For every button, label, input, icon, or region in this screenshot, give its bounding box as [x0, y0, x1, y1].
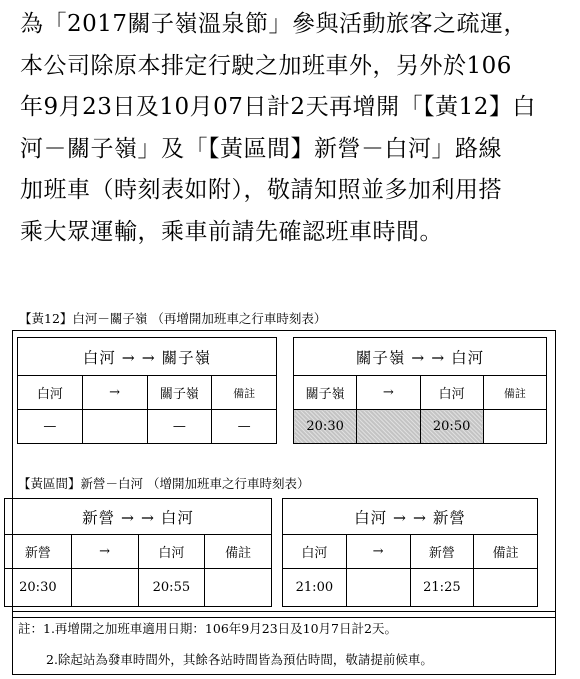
column-header: 新營: [410, 535, 474, 569]
route2-caption: 【黃區間】新營－白河 （增開加班車之行車時刻表）: [18, 476, 310, 491]
note-cell: [205, 569, 272, 607]
time-cell: [357, 410, 420, 444]
column-header: →: [357, 376, 420, 410]
time-cell: 20:50: [420, 410, 483, 444]
column-header: 備註: [205, 535, 272, 569]
time-cell: —: [18, 410, 83, 444]
column-header: →: [346, 535, 410, 569]
route1-outbound-table: [17, 337, 277, 444]
column-header: 白河: [420, 376, 483, 410]
route2-return-header: 白河 → → 新營: [283, 499, 538, 535]
note-line-1: 註：1.再增開之加班車適用日期：106年9月23日及10月7日計2天。: [18, 621, 397, 636]
note-cell: [474, 569, 538, 607]
column-header: →: [82, 376, 147, 410]
route2-outbound-header: 新營 → → 白河: [5, 499, 272, 535]
time-cell: 20:55: [138, 569, 205, 607]
column-header: 備註: [483, 376, 546, 410]
announcement-line: 本公司除原本排定行駛之加班車外，另外於106: [20, 52, 512, 79]
column-header: 備註: [474, 535, 538, 569]
note-line-2: 2.除起站為發車時間外，其餘各站時間皆為預估時間，敬請提前候車。: [46, 652, 433, 667]
column-header: 關子嶺: [147, 376, 212, 410]
column-header: 備註: [212, 376, 277, 410]
column-header: 關子嶺: [294, 376, 357, 410]
time-cell: 20:30: [5, 569, 72, 607]
column-header: 白河: [283, 535, 347, 569]
announcement-line: 加班車（時刻表如附），敬請知照並多加利用搭: [20, 177, 502, 203]
time-cell: 20:30: [294, 410, 357, 444]
time-cell: —: [147, 410, 212, 444]
announcement-line: 河－關子嶺」及「【黃區間】新營－白河」路線: [20, 135, 502, 162]
note-cell: [483, 410, 546, 444]
note-cell: —: [212, 410, 277, 444]
column-header: 新營: [5, 535, 72, 569]
column-header: 白河: [138, 535, 205, 569]
notes-box: [12, 611, 556, 675]
route1-caption: 【黃12】白河－關子嶺 （再增開加班車之行車時刻表）: [19, 311, 327, 326]
route1-return-header: 關子嶺 → → 白河: [294, 338, 547, 376]
column-header: →: [71, 535, 138, 569]
route1-return-table: [293, 337, 547, 444]
time-cell: [82, 410, 147, 444]
announcement-line: 年9月23日及10月07日計2天再增開「【黃12】白: [20, 94, 536, 120]
route2-return-table: [282, 498, 538, 607]
time-cell: 21:00: [283, 569, 347, 607]
time-cell: 21:25: [410, 569, 474, 607]
route1-outbound-header: 白河 → → 關子嶺: [18, 338, 277, 376]
column-header: 白河: [18, 376, 83, 410]
time-cell: [71, 569, 138, 607]
announcement-text: [20, 4, 572, 253]
announcement-line: 為「2017關子嶺溫泉節」參與活動旅客之疏運，: [20, 11, 528, 37]
time-cell: [346, 569, 410, 607]
announcement-line: 乘大眾運輸，乘車前請先確認班車時間。: [20, 218, 443, 245]
route2-outbound-table: [4, 498, 272, 607]
